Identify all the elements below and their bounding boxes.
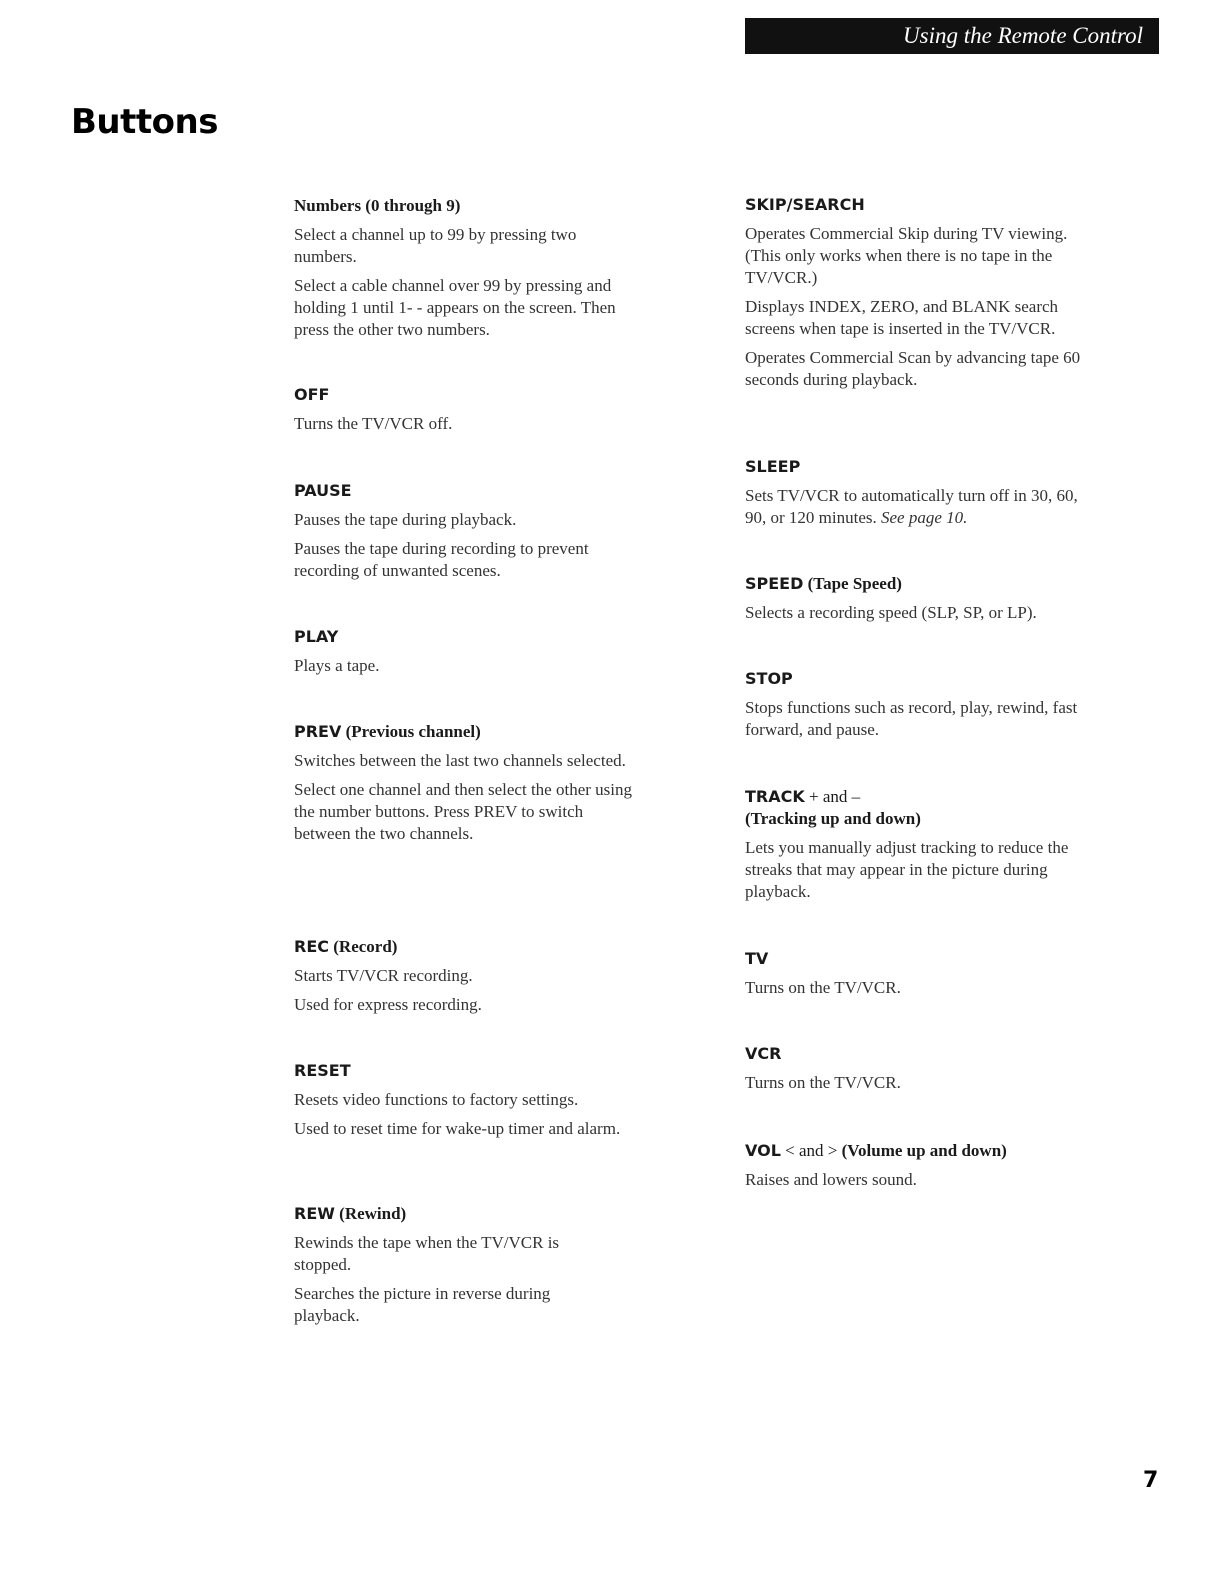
button-key: SPEED	[745, 574, 804, 593]
button-key: REW	[294, 1204, 335, 1223]
entry-heading	[745, 1140, 1105, 1162]
entry-heading	[294, 384, 634, 406]
entry-prev	[294, 721, 634, 852]
button-key: PLAY	[294, 627, 339, 646]
entry-sleep	[745, 456, 1085, 536]
entry-description: Plays a tape.	[294, 656, 380, 675]
entry-rec	[294, 936, 634, 1023]
entry-rew	[294, 1203, 604, 1334]
entry-heading	[745, 948, 1085, 970]
entry-description: Switches between the last two channels selected.	[294, 751, 626, 770]
entry-description: Starts TV/VCR recording.	[294, 966, 473, 985]
entry-heading	[745, 668, 1085, 690]
entry-description: Operates Commercial Skip during TV viewing. (This only works when there is no tape in the TV/VCR.)	[745, 224, 1068, 287]
entry-description	[745, 485, 1085, 529]
entry-heading	[294, 1060, 634, 1082]
entry-off	[294, 384, 634, 442]
button-key-suffix: + and –	[809, 787, 861, 806]
entry-description: Used for express recording.	[294, 995, 482, 1014]
entry-heading	[745, 1043, 1085, 1065]
entry-description: Stops functions such as record, play, rewind, fast forward, and pause.	[745, 698, 1078, 739]
entry-description: Select a cable channel over 99 by pressing and holding 1 until 1- - appears on the screen. Then press the other two numbers.	[294, 276, 616, 339]
entry-description: Select one channel and then select the other using the number buttons. Press PREV to switch between the two channels.	[294, 780, 632, 843]
button-key: PREV	[294, 722, 342, 741]
button-key: RESET	[294, 1061, 351, 1080]
entry-heading	[294, 1203, 604, 1225]
entry-description: Displays INDEX, ZERO, and BLANK search screens when tape is inserted in the TV/VCR.	[745, 297, 1059, 338]
entry-heading	[294, 480, 634, 502]
entry-description: Pauses the tape during playback.	[294, 510, 517, 529]
button-key-description: (Record)	[333, 937, 398, 956]
button-key-description: (Tracking up and down)	[745, 809, 921, 828]
page-title: Buttons	[71, 102, 218, 142]
section-header-bar	[745, 18, 1159, 54]
entry-text: Sets TV/VCR to automatically turn off in 30, 60, 90, or 120 minutes.	[745, 486, 1078, 527]
button-key-description: (Previous channel)	[345, 722, 481, 741]
entry-track	[745, 786, 1085, 910]
entry-numbers	[294, 195, 634, 348]
entry-description: Used to reset time for wake-up timer and alarm.	[294, 1119, 621, 1138]
entry-pause	[294, 480, 634, 589]
button-key-suffix: < and >	[785, 1141, 838, 1160]
button-key: PAUSE	[294, 481, 352, 500]
entry-play	[294, 626, 634, 684]
entry-heading	[745, 786, 1085, 830]
entry-vol	[745, 1140, 1105, 1198]
entry-tv	[745, 948, 1085, 1006]
button-key-description: (Tape Speed)	[807, 574, 902, 593]
button-key-description: (Rewind)	[339, 1204, 407, 1223]
entry-stop	[745, 668, 1085, 748]
entry-description: Turns on the TV/VCR.	[745, 1073, 901, 1092]
entry-heading	[294, 626, 634, 648]
entry-description: Select a channel up to 99 by pressing two numbers.	[294, 225, 577, 266]
entry-vcr	[745, 1043, 1085, 1101]
entry-description: Selects a recording speed (SLP, SP, or LP).	[745, 603, 1037, 622]
button-key: OFF	[294, 385, 330, 404]
entry-heading	[745, 573, 1085, 595]
entry-description: Pauses the tape during recording to prevent recording of unwanted scenes.	[294, 539, 589, 580]
button-key: REC	[294, 937, 329, 956]
button-key-description: (Volume up and down)	[841, 1141, 1007, 1160]
entry-description: Operates Commercial Scan by advancing tape 60 seconds during playback.	[745, 348, 1081, 389]
entry-description: Turns the TV/VCR off.	[294, 414, 453, 433]
button-key: STOP	[745, 669, 793, 688]
page-number: 7	[1143, 1468, 1159, 1493]
entry-speed	[745, 573, 1085, 631]
entry-description: Rewinds the tape when the TV/VCR is stopped.	[294, 1233, 560, 1274]
entry-description: Searches the picture in reverse during playback.	[294, 1284, 551, 1325]
button-key: VCR	[745, 1044, 782, 1063]
entry-label: Numbers (0 through 9)	[294, 196, 461, 215]
entry-description: Turns on the TV/VCR.	[745, 978, 901, 997]
button-key: VOL	[745, 1141, 781, 1160]
entry-heading	[745, 194, 1085, 216]
entry-description: Raises and lowers sound.	[745, 1170, 917, 1189]
entry-reset	[294, 1060, 634, 1147]
entry-description: Lets you manually adjust tracking to reduce the streaks that may appear in the picture during playback.	[745, 838, 1069, 901]
button-key: SKIP/SEARCH	[745, 195, 865, 214]
entry-skip-search	[745, 194, 1085, 398]
entry-heading	[294, 936, 634, 958]
button-key: TV	[745, 949, 769, 968]
entry-heading	[294, 195, 634, 217]
entry-description: Resets video functions to factory settings.	[294, 1090, 579, 1109]
section-title: Using the Remote Control	[903, 23, 1143, 48]
entry-heading	[745, 456, 1085, 478]
page-reference: See page 10.	[881, 508, 968, 527]
button-key: SLEEP	[745, 457, 801, 476]
button-key: TRACK	[745, 787, 805, 806]
entry-heading	[294, 721, 634, 743]
